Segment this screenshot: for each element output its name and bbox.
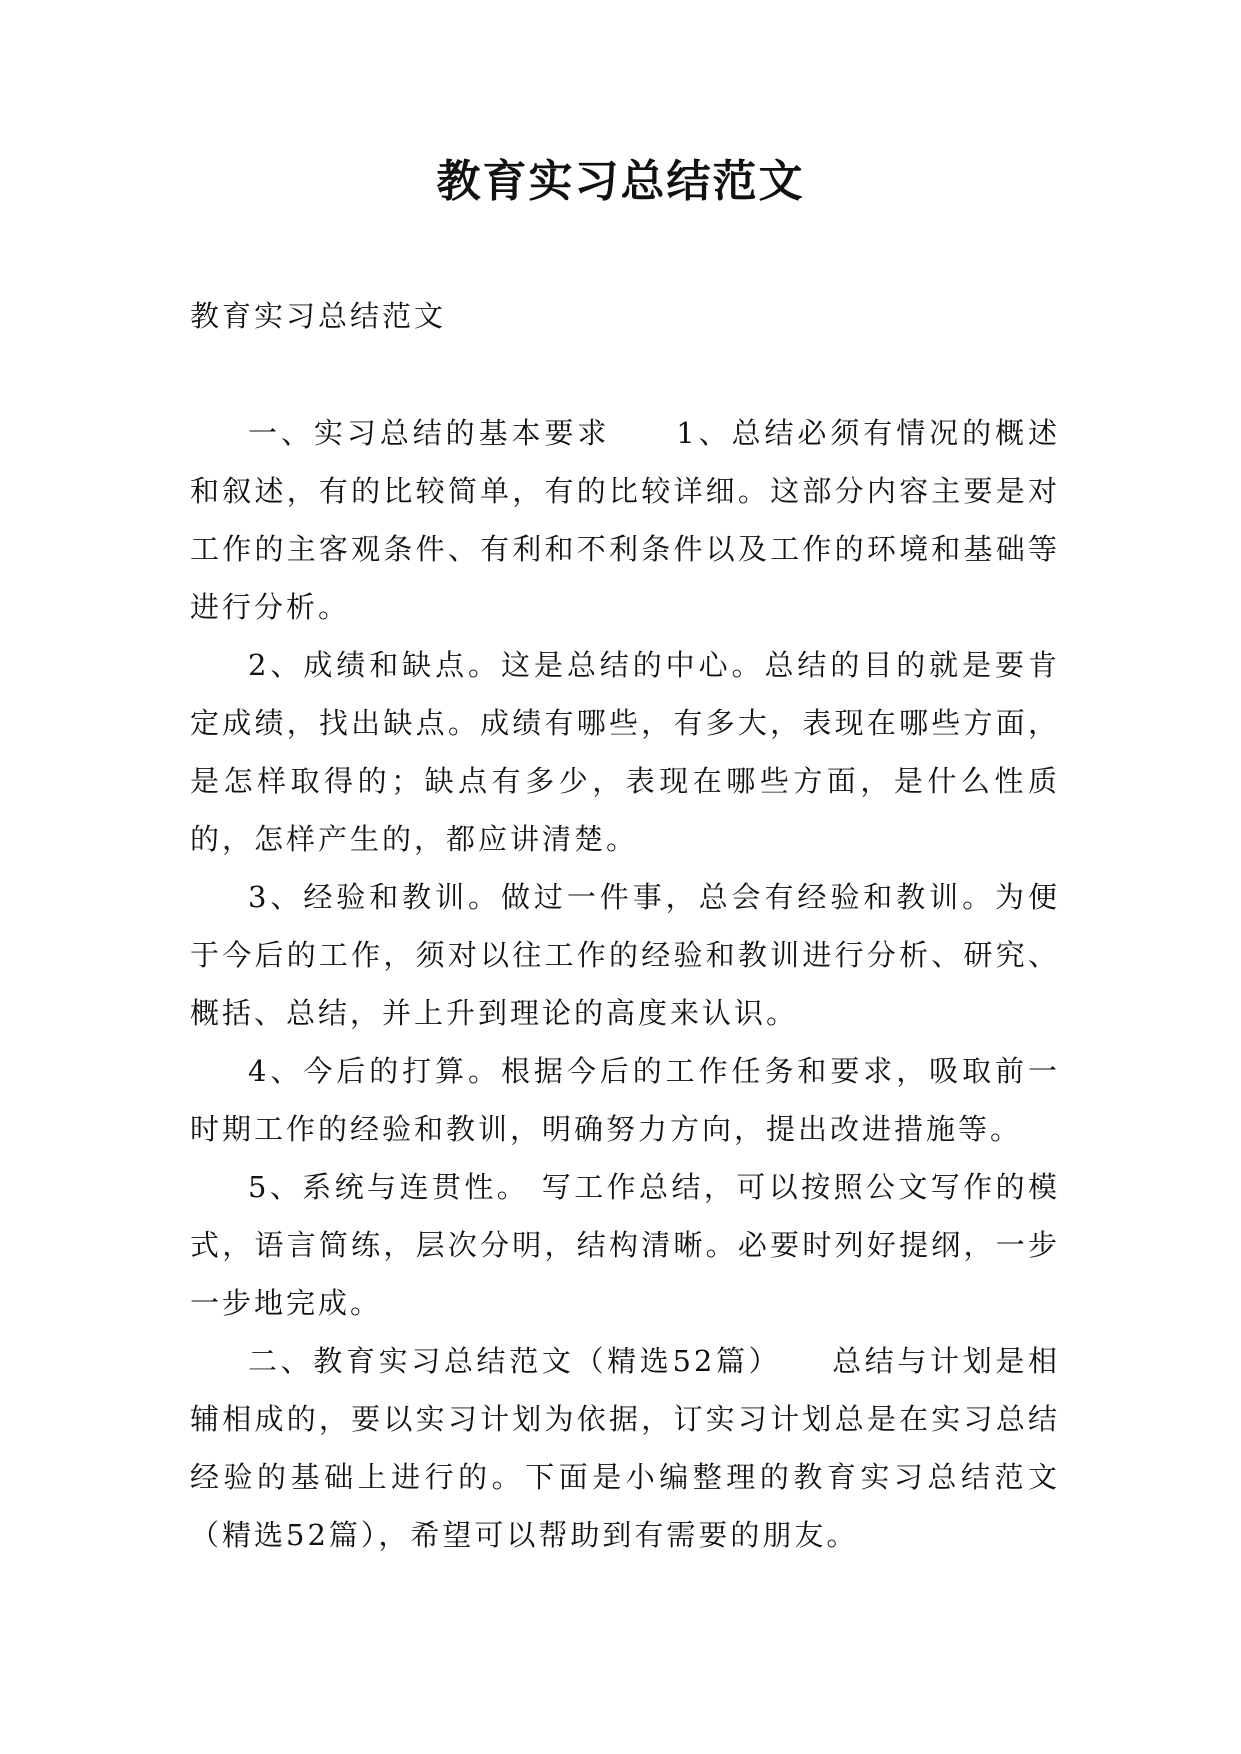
paragraph-sample-essays-intro: 二、教育实习总结范文（精选52篇） 总结与计划是相辅相成的，要以实习计划为依据，订实习计划总是在实习总结经验的基础上进行的。下面是小编整理的教育实习总结范文（精选52篇），希望可以帮助到有需要的朋友。 <box>190 1344 1060 1552</box>
paragraph-future-plans: 4、今后的打算。根据今后的工作任务和要求，吸取前一时期工作的经验和教训，明确努力方向，提出改进措施等。 <box>190 1054 1060 1146</box>
paragraph-achievements-shortcomings: 2、成绩和缺点。这是总结的中心。总结的目的就是要肯定成绩，找出缺点。成绩有哪些，有多大，表现在哪些方面，是怎样取得的；缺点有多少，表现在哪些方面，是什么性质的，怎样产生的，都应讲清楚。 <box>190 648 1060 856</box>
document-subtitle: 教育实习总结范文 <box>190 299 447 333</box>
document-title: 教育实习总结范文 <box>436 156 805 207</box>
paragraph-experience-lessons: 3、经验和教训。做过一件事，总会有经验和教训。为便于今后的工作，须对以往工作的经验和教训进行分析、研究、概括、总结，并上升到理论的高度来认识。 <box>190 880 1060 1030</box>
paragraph-systematic-coherence: 5、系统与连贯性。 写工作总结，可以按照公文写作的模式，语言简练，层次分明，结构清晰。必要时列好提纲，一步一步地完成。 <box>190 1170 1060 1320</box>
document-body <box>190 404 1060 1564</box>
paragraph-basic-requirements: 一、实习总结的基本要求 1、总结必须有情况的概述和叙述，有的比较简单，有的比较详细。这部分内容主要是对工作的主客观条件、有利和不利条件以及工作的环境和基础等进行分析。 <box>190 416 1060 624</box>
